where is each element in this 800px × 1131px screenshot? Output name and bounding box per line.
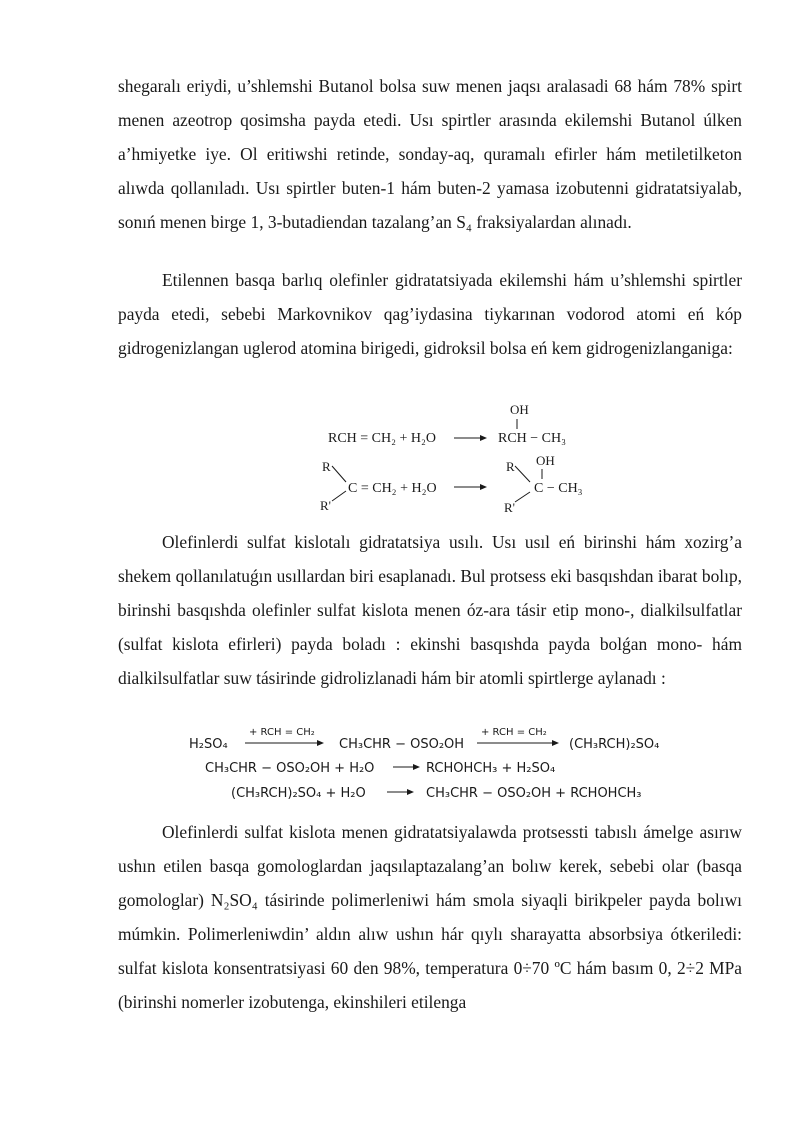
reaction2-r-product: R [506,459,515,474]
reaction1-oh: OH [510,402,529,417]
reaction2-r: R [322,459,331,474]
line2-right: RCHOHCH₃ + H₂SO₄ [426,761,556,776]
line3-left: (CH₃RCH)₂SO₄ + H₂O [231,786,366,801]
line3-arrowhead [407,789,414,795]
reaction2-product-bond-r [515,466,530,482]
line1-mid: CH₃CHR − OSO₂OH [339,737,465,752]
reaction2-arrowhead [480,484,487,490]
hydration-reaction-scheme [310,398,610,526]
line3-right: CH₃CHR − OSO₂OH + RCHOHCH₃ [426,786,642,801]
line1-start: H₂SO₄ [189,737,228,752]
line1-arrowhead1 [317,740,324,746]
reaction1-arrowhead [480,435,487,441]
paragraph-markovnikov: Etilennen basqa barlıq olefinler gidratatsiyada ekilemshi hám u’shlemshi spirtler payda etedi, sebebi Markovnikov qag’iydasina tiykarınan vodorod atomi eń kóp gidrogenizlangan uglerod atomina birigedi, gidroksil bolsa eń kem gidrogenizlanganiga: [118,270,742,358]
reaction2-bond-rprime [332,491,346,501]
line1-arrow1-label: + RCH = CH₂ [249,727,315,738]
reaction1-right: RCH − CH₃ [498,431,567,446]
reaction1-left: RCH = CH₂ + H₂O [328,431,437,446]
line1-arrowhead2 [552,740,559,746]
paragraph-gidratatsiyalaw: Olefinlerdi sulfat kislota menen gidratatsiyalawda protsessti tabıslı ámelge asırıw ushın etilen basqa gomologlardan jaqsılaptazalang’an bolıw kerek, sebebi olar (basqa gomologlar) N₂SO₄ tásirinde polimerleniwi hám smola siyaqli birikpeler payda bolıwı múmkin. Polimerleniwdin’ aldın alıw ushın hár qıylı sharayatta absorbsiya ótkeriledi: sulfat kislota konsentratsiyasi 60 den 98%, temperatura 0÷70 ºC hám basım 0, 2÷2 MPa (birinshi nomerler izobutenga, ekinshileri etilenga [118,822,742,1012]
sulfuric-acid-reaction-scheme [185,716,685,808]
reaction2-right: C − CH₃ [534,481,583,496]
reaction2-oh: OH [536,453,555,468]
line2-arrowhead [413,764,420,770]
paragraph-butanol: shegaralı eriydi, u’shlemshi Butanol bolsa suw menen jaqsı aralasadi 68 hám 78% spirt menen azeotrop qosimsha payda etedi. Usı spirtler arasında ekilemshi Butanol úlken a’hmiyetke iye. Ol eritiwshi retinde, sonday-aq, quramalı efirler hám metiletilketon alıwda qollanıladı. Usı spirtler buten-1 hám buten-2 yamasa izobutenni gidratatsiyalab, sonıń menen birge 1, 3-butadiendan tazalang’an S₄ fraksiyalardan alınadı. [118,76,742,232]
reaction2-rprime: R' [320,498,332,513]
reaction2-product-bond-rprime [515,492,530,502]
reaction2-bond-r [332,466,346,482]
line1-end: (CH₃RCH)₂SO₄ [569,737,660,752]
reaction2-rprime-product: R' [504,500,516,515]
reaction2-left: C = CH₂ + H₂O [348,481,437,496]
paragraph-sulfat-kislota: Olefinlerdi sulfat kislotalı gidratatsiya usılı. Usı usıl eń birinshi hám xozirg’a shekem qollanılatuǵın usıllardan biri esaplanadı. Bul protsess eki basqıshdan ibarat bolıp, birinshi basqıshda olefinler sulfat kislota menen óz-ara tásir etip mono-, dialkilsulfatlar (sulfat kislota efirleri) payda boladı : ekinshi basqıshda payda bolǵan mono- hám dialkilsulfatlar suw tásirinde gidrolizlanadi hám bir atomli spirtlerge aylanadı : [118,532,742,688]
line1-arrow2-label: + RCH = CH₂ [481,727,547,738]
line2-left: CH₃CHR − OSO₂OH + H₂O [205,761,375,776]
